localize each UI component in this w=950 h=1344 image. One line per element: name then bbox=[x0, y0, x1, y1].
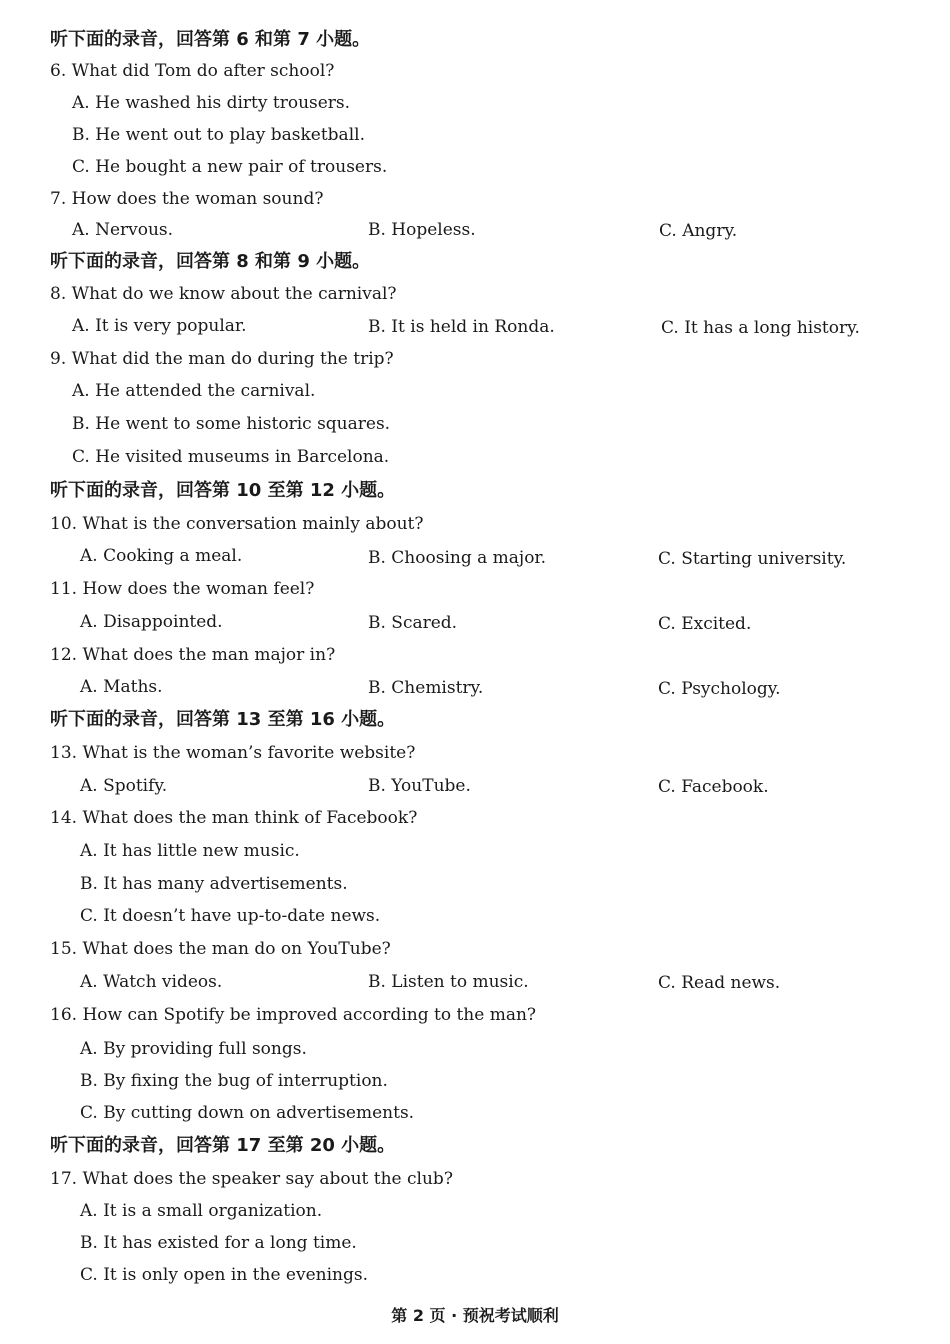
option: B. Hopeless. bbox=[368, 220, 476, 240]
option: A. He washed his dirty trousers. bbox=[72, 93, 351, 113]
option: B. He went out to play basketball. bbox=[72, 125, 365, 145]
option: B. Chemistry. bbox=[368, 678, 484, 698]
question-stem: 13. What is the woman’s favorite website? bbox=[50, 743, 416, 763]
option: B. He went to some historic squares. bbox=[72, 414, 391, 434]
section-heading: 听下面的录音，回答第 10 至第 12 小题。 bbox=[50, 480, 396, 501]
option: C. Starting university. bbox=[658, 549, 847, 569]
option: A. Cooking a meal. bbox=[80, 546, 243, 566]
option: A. Maths. bbox=[80, 677, 163, 697]
option: C. Read news. bbox=[658, 973, 781, 993]
question-stem: 7. How does the woman sound? bbox=[50, 189, 324, 209]
question-stem: 11. How does the woman feel? bbox=[50, 579, 315, 599]
option: B. Scared. bbox=[368, 613, 458, 633]
option: A. It is very popular. bbox=[72, 316, 247, 336]
section-heading: 听下面的录音，回答第 6 和第 7 小题。 bbox=[50, 29, 371, 50]
option: C. It doesn’t have up-to-date news. bbox=[80, 906, 381, 926]
option: A. Spotify. bbox=[80, 776, 168, 796]
page-footer: 第 2 页 · 预祝考试顺利 bbox=[391, 1306, 559, 1325]
option: A. Nervous. bbox=[72, 220, 174, 240]
option: B. It is held in Ronda. bbox=[368, 317, 555, 337]
option: B. By fixing the bug of interruption. bbox=[80, 1071, 388, 1091]
question-stem: 14. What does the man think of Facebook? bbox=[50, 808, 418, 828]
option: C. It has a long history. bbox=[661, 318, 860, 338]
option: B. It has existed for a long time. bbox=[80, 1233, 357, 1253]
option: C. Psychology. bbox=[658, 679, 781, 699]
option: A. It is a small organization. bbox=[80, 1201, 323, 1221]
question-stem: 10. What is the conversation mainly about? bbox=[50, 514, 424, 534]
option: C. He visited museums in Barcelona. bbox=[72, 447, 390, 467]
option: A. Watch videos. bbox=[80, 972, 223, 992]
option: C. Facebook. bbox=[658, 777, 769, 797]
option: C. By cutting down on advertisements. bbox=[80, 1103, 415, 1123]
option: B. It has many advertisements. bbox=[80, 874, 348, 894]
question-stem: 9. What did the man do during the trip? bbox=[50, 349, 394, 369]
question-stem: 8. What do we know about the carnival? bbox=[50, 284, 397, 304]
option: B. Listen to music. bbox=[368, 972, 529, 992]
option: C. He bought a new pair of trousers. bbox=[72, 157, 388, 177]
option: C. Angry. bbox=[659, 221, 738, 241]
option: A. Disappointed. bbox=[80, 612, 223, 632]
option: C. It is only open in the evenings. bbox=[80, 1265, 368, 1285]
question-stem: 6. What did Tom do after school? bbox=[50, 61, 335, 81]
section-heading: 听下面的录音，回答第 13 至第 16 小题。 bbox=[50, 709, 396, 730]
question-stem: 12. What does the man major in? bbox=[50, 645, 336, 665]
option: A. He attended the carnival. bbox=[72, 381, 316, 401]
question-stem: 16. How can Spotify be improved according to the man? bbox=[50, 1005, 537, 1025]
option: A. It has little new music. bbox=[80, 841, 300, 861]
option: A. By providing full songs. bbox=[80, 1039, 307, 1059]
option: B. YouTube. bbox=[368, 776, 471, 796]
option: C. Excited. bbox=[658, 614, 752, 634]
question-stem: 17. What does the speaker say about the club? bbox=[50, 1169, 453, 1189]
section-heading: 听下面的录音，回答第 17 至第 20 小题。 bbox=[50, 1135, 396, 1156]
question-stem: 15. What does the man do on YouTube? bbox=[50, 939, 391, 959]
option: B. Choosing a major. bbox=[368, 548, 547, 568]
section-heading: 听下面的录音，回答第 8 和第 9 小题。 bbox=[50, 251, 371, 272]
